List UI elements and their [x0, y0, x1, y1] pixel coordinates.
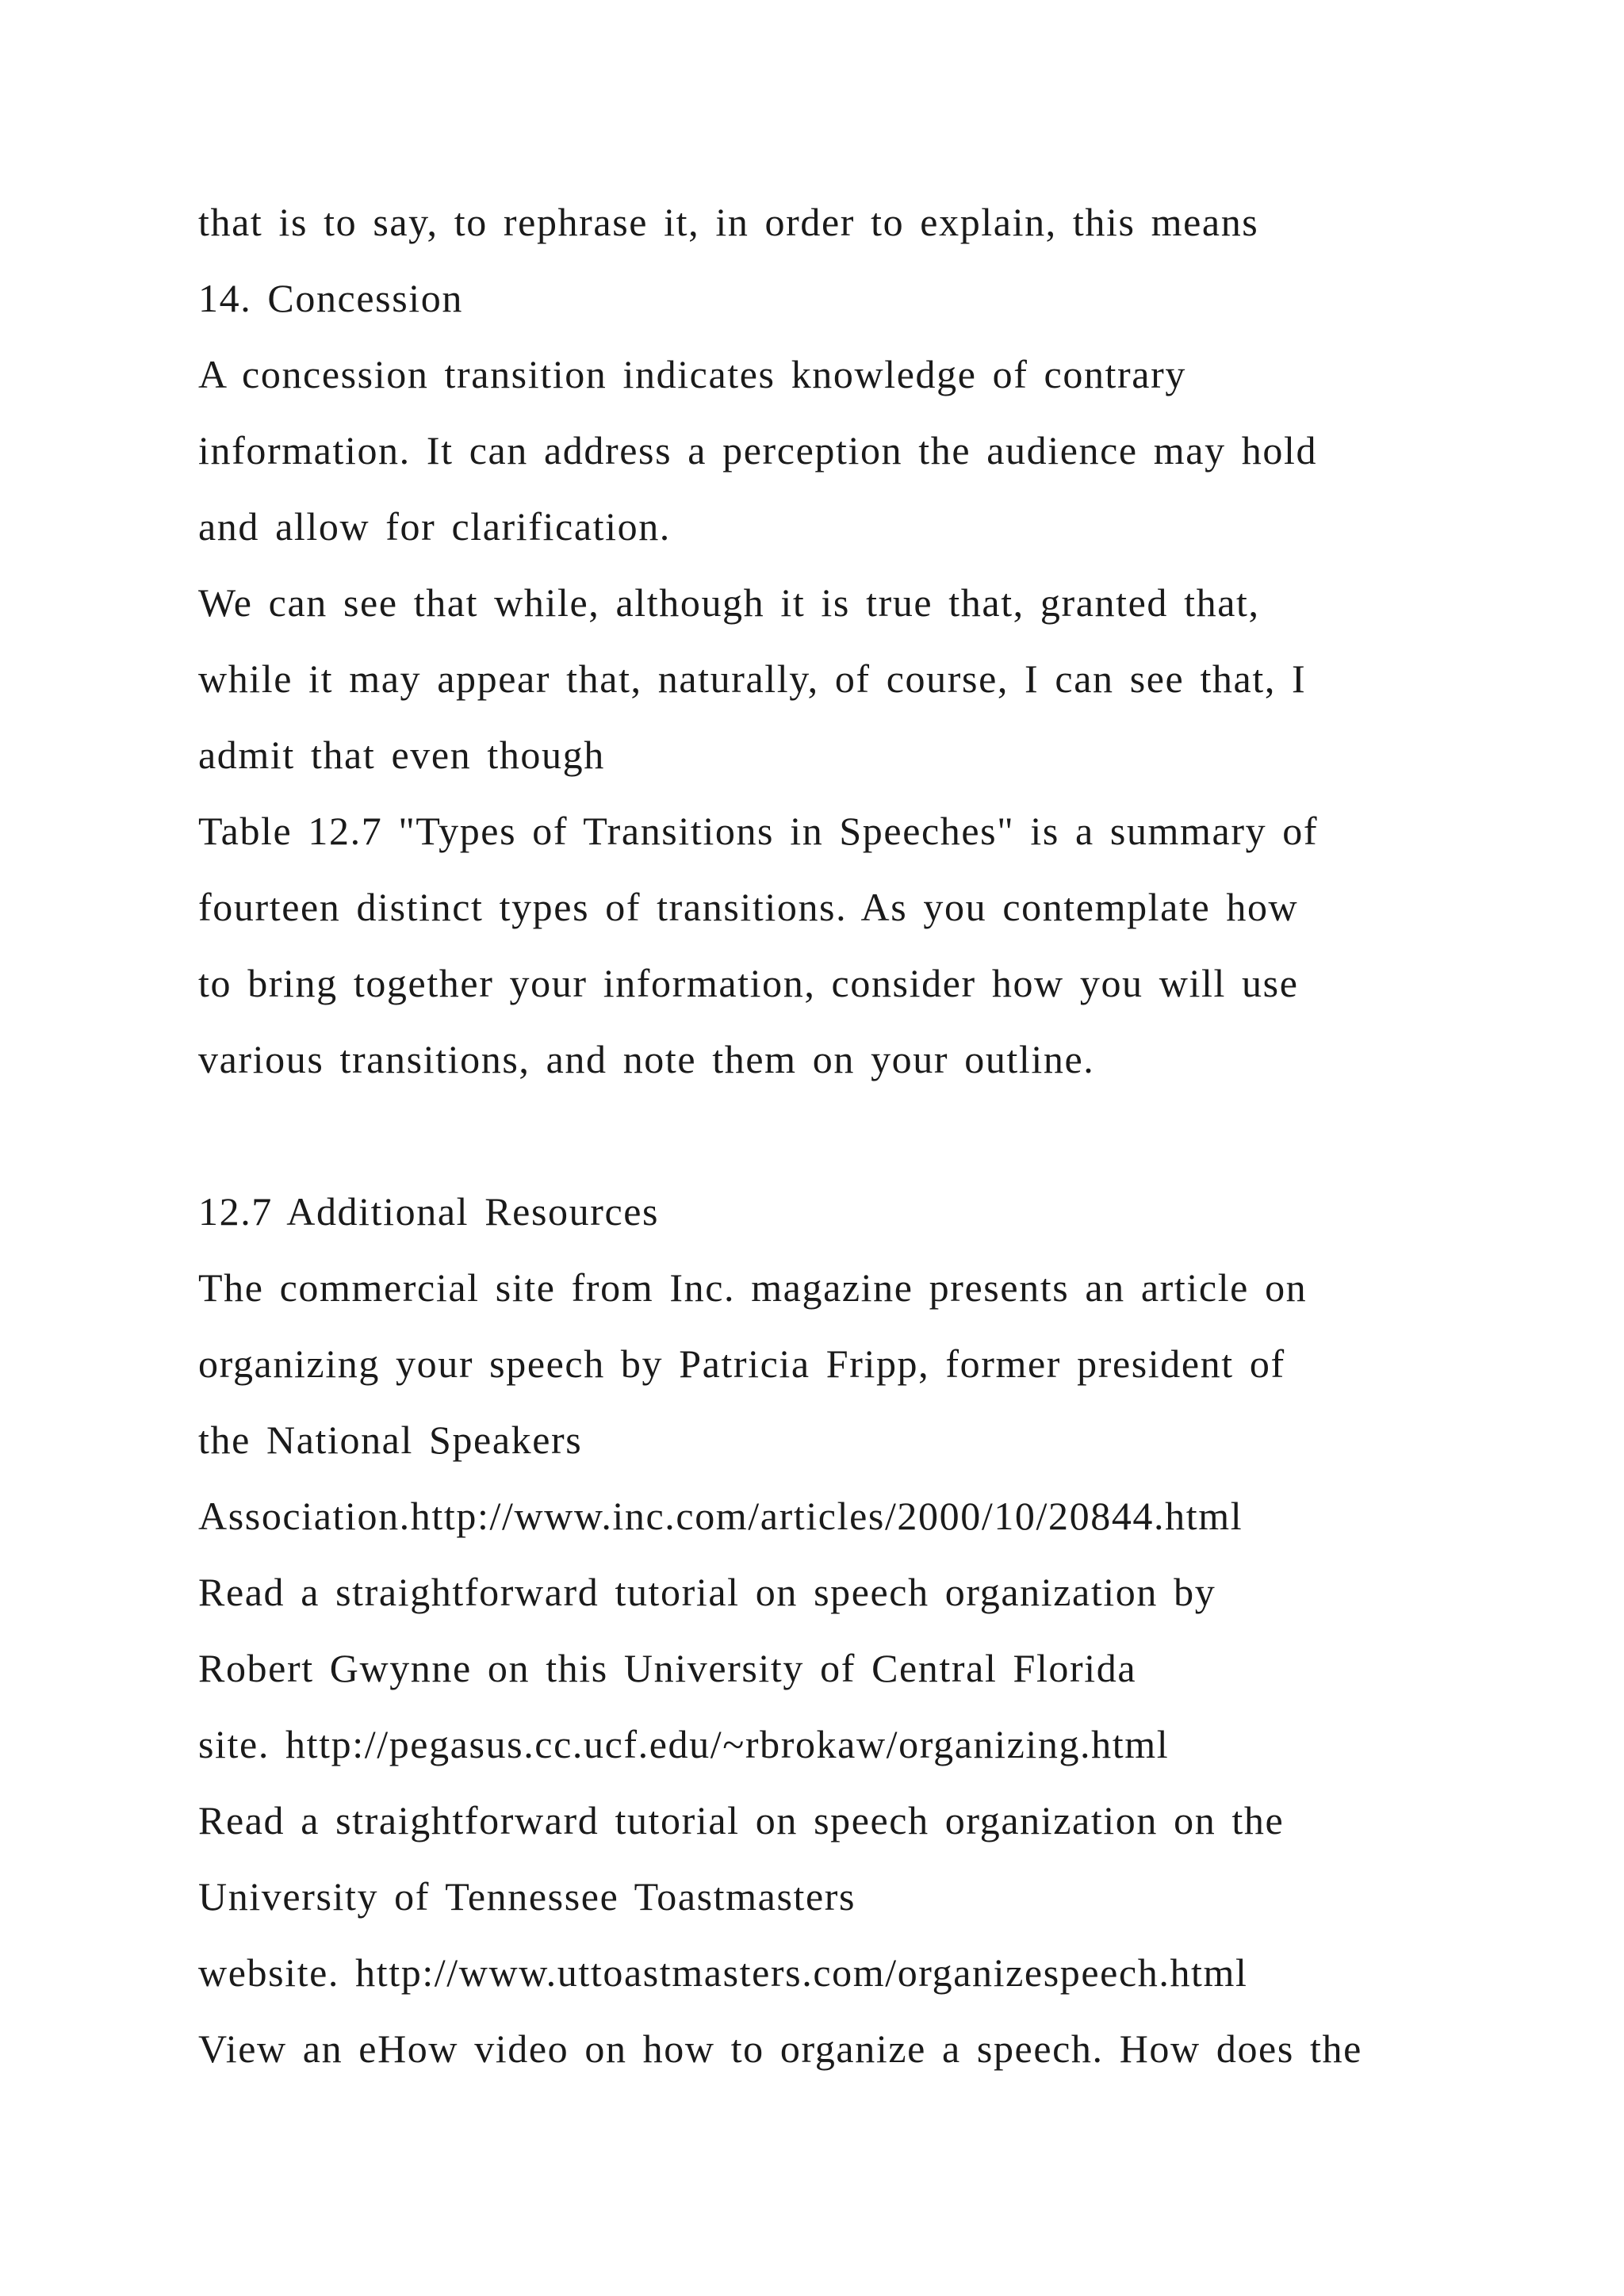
text-line: various transitions, and note them on your outline.	[198, 1037, 1095, 1081]
text-line: University of Tennessee Toastmasters	[198, 1874, 856, 1919]
section-heading: 12.7 Additional Resources	[198, 1189, 660, 1234]
text-line: Read a straightforward tutorial on speech organization by	[198, 1570, 1216, 1614]
body-text	[198, 184, 1499, 2087]
text-line: the National Speakers	[198, 1418, 583, 1462]
text-line: fourteen distinct types of transitions. As you contemplate how	[198, 885, 1299, 929]
text-line: Robert Gwynne on this University of Central Florida	[198, 1646, 1137, 1690]
text-line: A concession transition indicates knowledge of contrary	[198, 352, 1186, 396]
text-line: information. It can address a perception the audience may hold	[198, 428, 1318, 473]
text-line: View an eHow video on how to organize a speech. How does the	[198, 2026, 1362, 2071]
text-line: that is to say, to rephrase it, in order to explain, this means	[198, 200, 1259, 244]
text-line: and allow for clarification.	[198, 504, 671, 549]
text-line: Association.http://www.inc.com/articles/2000/10/20844.html	[198, 1494, 1243, 1538]
subheading-concession: 14. Concession	[198, 276, 463, 320]
text-line: admit that even though	[198, 733, 605, 777]
text-line: to bring together your information, consider how you will use	[198, 961, 1299, 1005]
text-line: Table 12.7 "Types of Transitions in Speeches" is a summary of	[198, 809, 1319, 853]
text-line: organizing your speech by Patricia Fripp, former president of	[198, 1341, 1285, 1386]
text-line: We can see that while, although it is true that, granted that,	[198, 580, 1260, 625]
paragraph-gap	[198, 1097, 1499, 1173]
text-line: site. http://pegasus.cc.ucf.edu/~rbrokaw/organizing.html	[198, 1722, 1170, 1766]
text-line: website. http://www.uttoastmasters.com/organizespeech.html	[198, 1950, 1248, 1995]
text-line: Read a straightforward tutorial on speech organization on the	[198, 1798, 1285, 1843]
text-line: The commercial site from Inc. magazine presents an article on	[198, 1265, 1308, 1310]
text-line: while it may appear that, naturally, of course, I can see that, I	[198, 656, 1307, 701]
